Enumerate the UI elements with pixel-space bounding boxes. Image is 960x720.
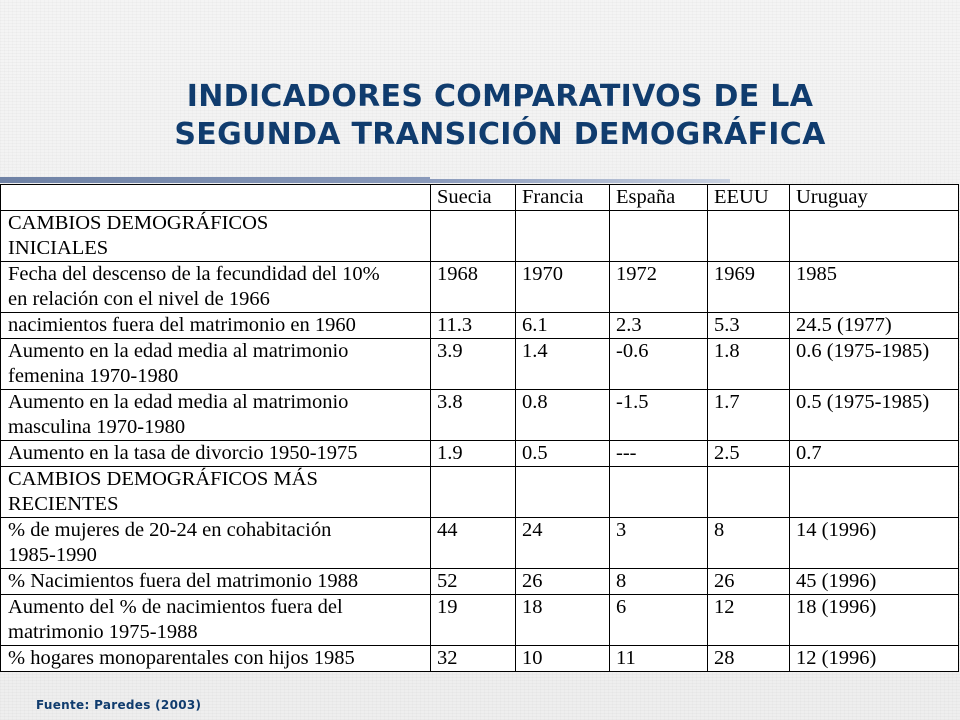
value-cell: 2.5 (708, 441, 790, 467)
row-label-cell (1, 569, 431, 595)
value-cell: 32 (431, 646, 516, 672)
value-cell: 28 (708, 646, 790, 672)
value-cell: 3.9 (431, 339, 516, 390)
value-cell: 6.1 (516, 313, 610, 339)
value-cell (708, 467, 790, 518)
table-row (1, 569, 959, 595)
value-cell: 10 (516, 646, 610, 672)
table-row (1, 518, 959, 569)
row-label-line: Aumento en la tasa de divorcio 1950-1975 (8, 442, 358, 464)
value-cell: 18 (1996) (790, 595, 959, 646)
column-header-españa: España (610, 185, 708, 211)
value-cell: 26 (708, 569, 790, 595)
row-label-line: Aumento en la edad media al matrimonio (8, 340, 349, 362)
value-cell: 11.3 (431, 313, 516, 339)
table-row (1, 441, 959, 467)
value-cell (516, 467, 610, 518)
value-cell: 1985 (790, 262, 959, 313)
value-cell: 44 (431, 518, 516, 569)
value-cell (790, 467, 959, 518)
value-cell: 52 (431, 569, 516, 595)
value-cell: 0.6 (1975-1985) (790, 339, 959, 390)
row-label-line: INICIALES (8, 237, 109, 259)
value-cell: 1970 (516, 262, 610, 313)
value-cell: 12 (1996) (790, 646, 959, 672)
row-label-line: Aumento del % de nacimientos fuera del (8, 596, 343, 618)
row-label-line: matrimonio 1975-1988 (8, 621, 198, 643)
table-row (1, 390, 959, 441)
title-line-2: SEGUNDA TRANSICIÓN DEMOGRÁFICA (174, 117, 826, 152)
row-label-cell (1, 518, 431, 569)
row-label-cell (1, 595, 431, 646)
value-cell: 3 (610, 518, 708, 569)
value-cell: 0.7 (790, 441, 959, 467)
column-header-eeuu: EEUU (708, 185, 790, 211)
value-cell (708, 211, 790, 262)
table-row (1, 646, 959, 672)
title-rule-light (430, 179, 730, 183)
value-cell: 1968 (431, 262, 516, 313)
row-label-cell (1, 262, 431, 313)
row-label-line: % hogares monoparentales con hijos 1985 (8, 647, 355, 669)
header-row (1, 185, 959, 211)
value-cell: 1.4 (516, 339, 610, 390)
value-cell: 1.8 (708, 339, 790, 390)
row-label-cell (1, 390, 431, 441)
value-cell: 6 (610, 595, 708, 646)
value-cell (610, 467, 708, 518)
value-cell: --- (610, 441, 708, 467)
row-label-line: % de mujeres de 20-24 en cohabitación (8, 519, 332, 541)
row-label-line: nacimientos fuera del matrimonio en 1960 (8, 314, 356, 336)
source-note: Fuente: Paredes (2003) (36, 698, 202, 712)
value-cell: 5.3 (708, 313, 790, 339)
row-label-line: 1985-1990 (8, 544, 97, 566)
column-header-uruguay: Uruguay (790, 185, 959, 211)
value-cell (431, 467, 516, 518)
value-cell: 14 (1996) (790, 518, 959, 569)
row-label-cell (1, 339, 431, 390)
value-cell: 12 (708, 595, 790, 646)
row-label-cell (1, 646, 431, 672)
row-label-line: RECIENTES (8, 493, 119, 515)
value-cell: 18 (516, 595, 610, 646)
header-corner-cell (1, 185, 431, 211)
table-body (1, 185, 959, 672)
row-label-line: en relación con el nivel de 1966 (8, 288, 270, 310)
indicators-table (0, 184, 959, 672)
value-cell (790, 211, 959, 262)
value-cell: 1.7 (708, 390, 790, 441)
value-cell: 8 (708, 518, 790, 569)
value-cell: -1.5 (610, 390, 708, 441)
table-row (1, 211, 959, 262)
value-cell: -0.6 (610, 339, 708, 390)
row-label-cell (1, 441, 431, 467)
value-cell: 1969 (708, 262, 790, 313)
value-cell: 0.5 (1975-1985) (790, 390, 959, 441)
slide-title (0, 78, 960, 154)
value-cell: 8 (610, 569, 708, 595)
title-line-1: INDICADORES COMPARATIVOS DE LA (186, 79, 814, 114)
value-cell: 11 (610, 646, 708, 672)
table-row (1, 262, 959, 313)
value-cell: 26 (516, 569, 610, 595)
column-header-francia: Francia (516, 185, 610, 211)
table-row (1, 339, 959, 390)
value-cell: 24 (516, 518, 610, 569)
table-row (1, 467, 959, 518)
table-row (1, 595, 959, 646)
row-label-cell (1, 211, 431, 262)
value-cell: 0.8 (516, 390, 610, 441)
column-header-suecia: Suecia (431, 185, 516, 211)
title-rule-dark (0, 177, 430, 183)
row-label-line: femenina 1970-1980 (8, 365, 179, 387)
row-label-cell (1, 313, 431, 339)
row-label-line: masculina 1970-1980 (8, 416, 186, 438)
value-cell: 24.5 (1977) (790, 313, 959, 339)
value-cell: 1.9 (431, 441, 516, 467)
value-cell (610, 211, 708, 262)
value-cell: 1972 (610, 262, 708, 313)
row-label-line: Aumento en la edad media al matrimonio (8, 391, 349, 413)
value-cell: 2.3 (610, 313, 708, 339)
table-row (1, 313, 959, 339)
value-cell (516, 211, 610, 262)
row-label-line: CAMBIOS DEMOGRÁFICOS (8, 212, 269, 234)
value-cell (431, 211, 516, 262)
row-label-cell (1, 467, 431, 518)
row-label-line: Fecha del descenso de la fecundidad del 10% (8, 263, 380, 285)
value-cell: 45 (1996) (790, 569, 959, 595)
value-cell: 3.8 (431, 390, 516, 441)
value-cell: 19 (431, 595, 516, 646)
value-cell: 0.5 (516, 441, 610, 467)
row-label-line: CAMBIOS DEMOGRÁFICOS MÁS (8, 468, 318, 490)
row-label-line: % Nacimientos fuera del matrimonio 1988 (8, 570, 359, 592)
